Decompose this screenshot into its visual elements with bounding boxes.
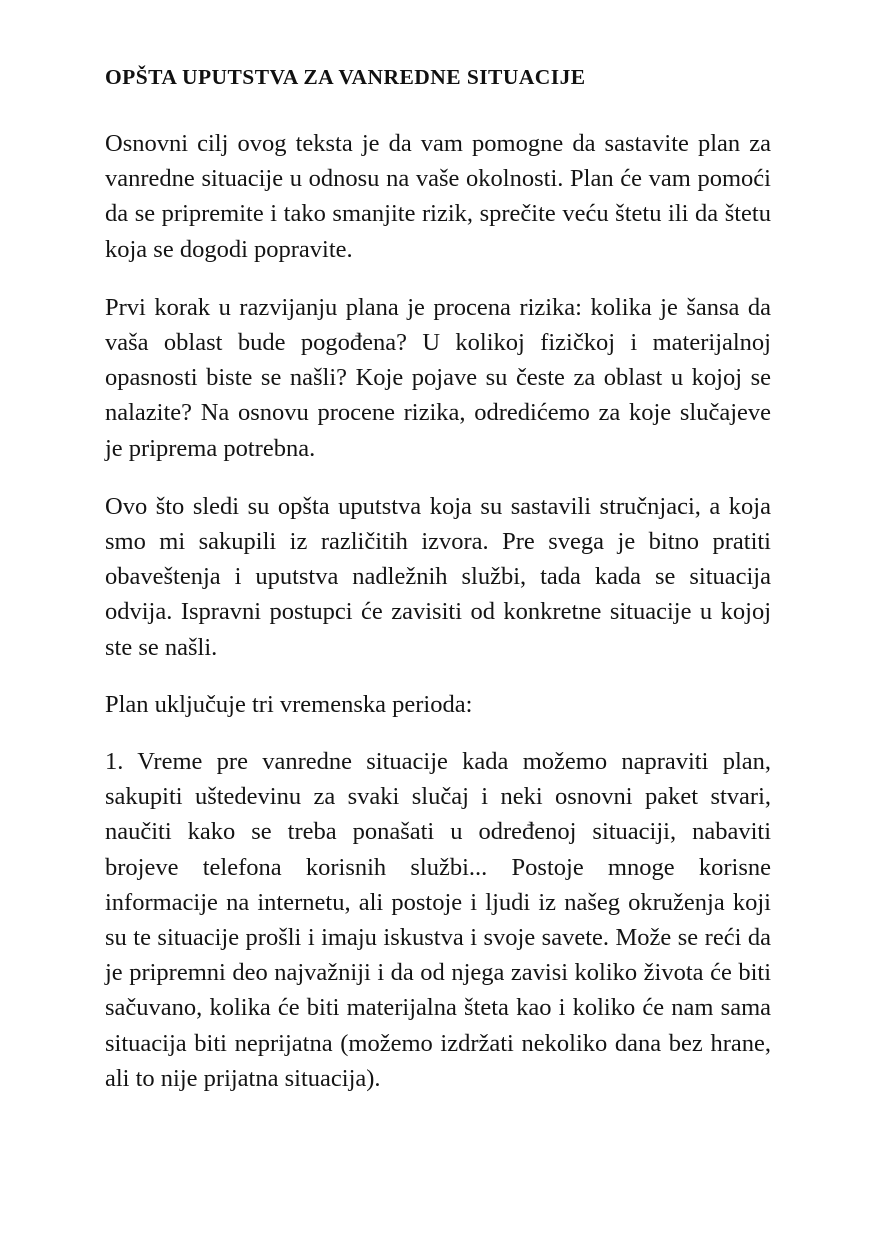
paragraph-sources: Ovo što sledi su opšta uputstva koja su sastavili stručnjaci, a koja smo mi sakupili iz različitih izvora. Pre svega je bitno pratiti obaveštenja i uputstva nadležnih službi, tada kada se situacija odvija. Ispravni postupci će zavisiti od konkretne situacije u kojoj ste se našli.: [105, 492, 771, 661]
paragraph-risk-assessment: Prvi korak u razvijanju plana je procena rizika: kolika je šansa da vaša oblast bude pogođena? U kolikoj fizičkoj i materijalnoj opasnosti biste se našli? Koje pojave su česte za oblast u kojoj se nalazite? Na osnovu procene rizika, odredićemo za koje slučajeve je priprema potrebna.: [105, 293, 771, 462]
spacer-4: [105, 722, 771, 744]
spacer-2: [105, 466, 771, 489]
paragraph-period-1: 1. Vreme pre vanredne situacije kada možemo napraviti plan, sakupiti uštedevinu za svaki slučaj i neki osnovni paket stvari, naučiti kako se treba ponašati u određenoj situaciji, nabaviti brojeve telefona korisnih službi... Postoje mnoge korisne informacije na internetu, ali postoje i ljudi iz našeg okruženja koji su te situacije prošli i imaju iskustva i svoje savete. Može se reći da je pripremni deo najvažniji i da od njega zavisi koliko života će biti sačuvano, kolika će biti materijalna šteta kao i koliko će nam sama situacija biti neprijatna (možemo izdržati nekoliko dana bez hrane, ali to nije prijatna situacija).: [105, 748, 771, 1092]
spacer-after-title: [105, 92, 771, 126]
page-title: OPŠTA UPUTSTVA ZA VANREDNE SITUACIJE: [105, 65, 586, 89]
document-body: [105, 62, 771, 1096]
paragraph-periods-lead: Plan uključuje tri vremenska perioda:: [105, 690, 473, 718]
spacer-1: [105, 267, 771, 290]
spacer-3: [105, 665, 771, 687]
paragraph-intro: Osnovni cilj ovog teksta je da vam pomogne da sastavite plan za vanredne situacije u odnosu na vaše okolnosti. Plan će vam pomoći da se pripremite i tako smanjite rizik, sprečite veću štetu ili da štetu koja se dogodi popravite.: [105, 130, 771, 263]
